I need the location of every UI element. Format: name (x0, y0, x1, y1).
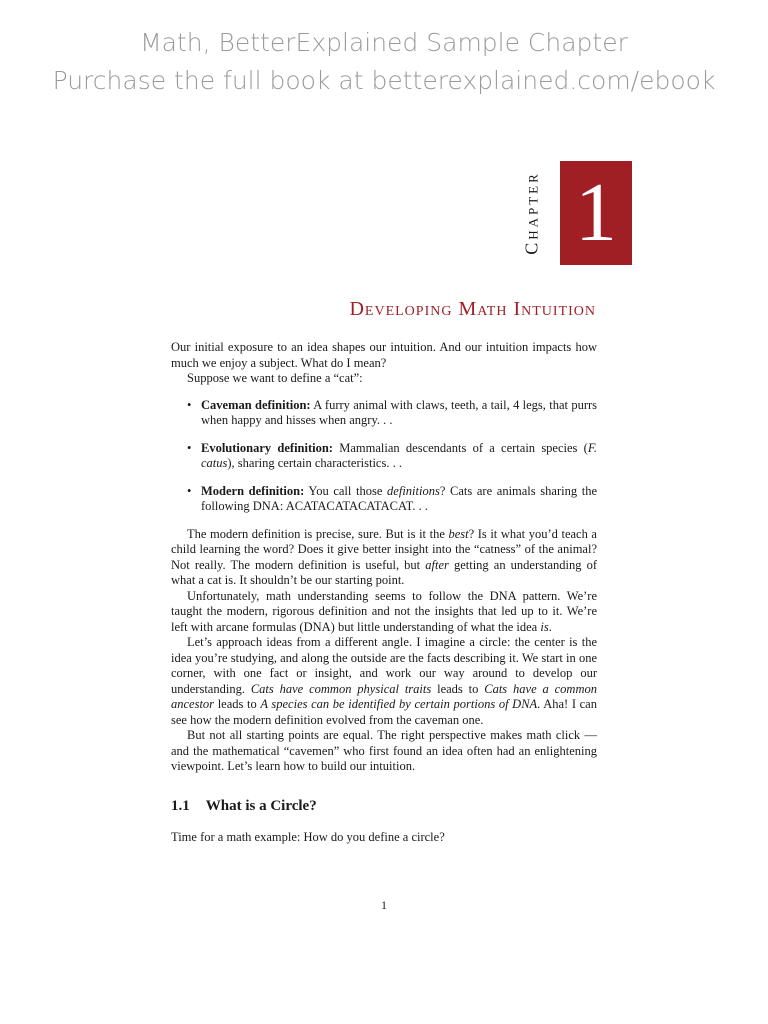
text-run: But not all starting points are equal. The right perspective makes math click — and the mathematical “cavemen” who first found an idea often had an enlightening viewpoint. Let’s learn how to build our intuition. (171, 728, 597, 773)
section-heading (171, 799, 597, 815)
section-number: 1.1 (171, 797, 190, 814)
chapter-number-box (560, 161, 632, 265)
bullet-term: Evolutionary definition: (201, 440, 333, 455)
bullet-text: Mammalian descendants of a certain species ( (332, 440, 588, 455)
definition-list (171, 398, 597, 515)
banner-line-1: Math, BetterExplained Sample Chapter (140, 28, 628, 57)
paragraph-circle-idea (171, 635, 597, 728)
page-number: 1 (381, 898, 387, 912)
chapter-label-text: Chapter (521, 171, 542, 255)
list-item (201, 441, 597, 472)
emphasis: after (425, 557, 449, 572)
list-item (201, 484, 597, 515)
emphasis: best (448, 526, 469, 541)
chapter-content (171, 340, 597, 846)
bullet-text: You call those (304, 483, 388, 498)
bullet-term: Caveman definition: (201, 397, 311, 412)
emphasis: A species can be identified by certain portions of DNA (260, 697, 538, 711)
text-run: leads to (431, 681, 485, 696)
paragraph-modern (171, 527, 597, 589)
paragraph-dna (171, 589, 597, 636)
sample-banner (0, 24, 768, 100)
paragraph-intro (171, 340, 597, 371)
chapter-number: 1 (575, 166, 617, 259)
text-run: leads to (214, 697, 261, 711)
section-title: What is a Circle? (205, 797, 317, 814)
banner-line-2: Purchase the full book at betterexplained.com/ebook (52, 66, 716, 95)
chapter-label (512, 160, 552, 266)
text-run: getting an understanding of what a cat is. It shouldn’t be our starting point. (171, 557, 598, 587)
paragraph-intro-text: Our initial exposure to an idea shapes our intuition. And our intuition impacts how much we enjoy a subject. What do I mean? (171, 340, 597, 370)
paragraph-perspective (171, 728, 597, 775)
list-item (201, 398, 597, 429)
bullet-emphasis: definitions (387, 483, 440, 498)
text-run: Unfortunately, math understanding seems to follow the DNA pattern. We’re taught the modern, rigorous definition and not the insights that led up to it. We’re left with arcane formulas (DNA) but little understanding of what the idea (171, 588, 597, 634)
text-run: The modern definition is precise, sure. But is it the (187, 526, 449, 541)
text-run: ? Is it what you’d teach a child learning the word? Does it give better insight into the “catness” of the animal? Not really. The modern definition is useful, but (171, 526, 597, 572)
text-run: Time for a math example: How do you define a circle? (171, 830, 445, 844)
bullet-term: Modern definition: (201, 483, 305, 498)
emphasis: Cats have a common ancestor (171, 681, 597, 711)
bullet-text: ), sharing certain characteristics. . . (227, 456, 402, 470)
text-run: Let’s approach ideas from a different angle. I imagine a circle: the center is the idea you’re studying, and along the outside are the facts describing it. We start in one corner, with one fact or insight, and work our way around to develop our understanding. (171, 635, 597, 696)
text-run: . Aha! I can see how the modern definition evolved from the caveman one. (171, 697, 597, 727)
bullet-text: A furry animal with claws, teeth, a tail, 4 legs, that purrs when happy and hisses when angry. . . (201, 397, 598, 427)
bullet-text: ? Cats are animals sharing the following DNA: ACATACATACATACAT. . . (201, 483, 597, 513)
text-run: . (548, 619, 552, 634)
paragraph-section (171, 830, 597, 846)
bullet-emphasis: F. catus (201, 440, 597, 470)
emphasis: is (540, 619, 549, 634)
paragraph-cat (171, 371, 597, 387)
chapter-title: Developing Math Intuition (349, 298, 596, 320)
paragraph-cat-text: Suppose we want to define a “cat”: (187, 371, 363, 385)
emphasis: Cats have common physical traits (250, 681, 432, 696)
